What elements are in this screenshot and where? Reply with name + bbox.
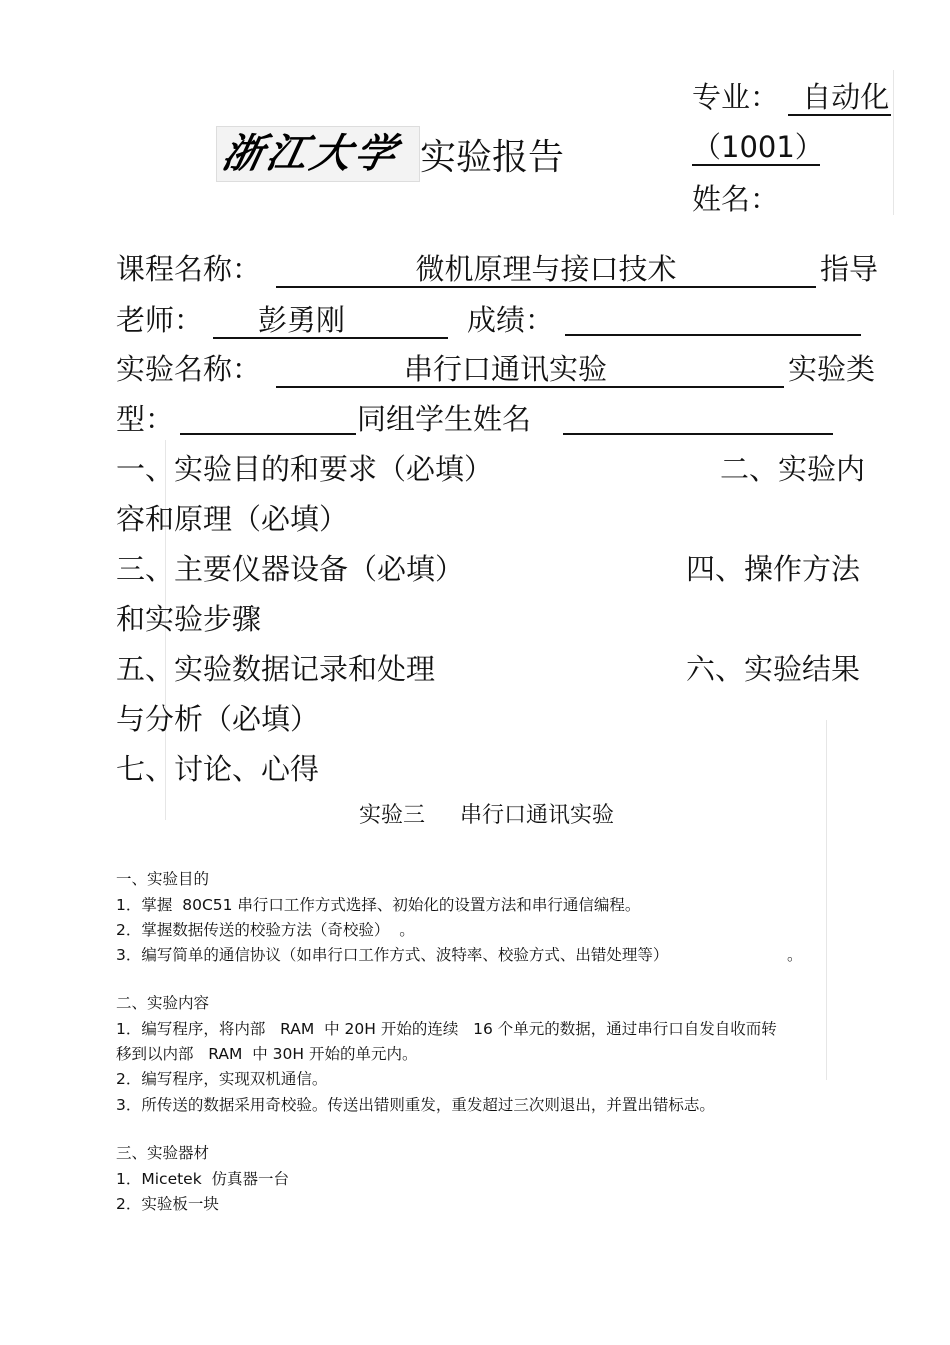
- section-6-part1: 六、实验结果: [686, 652, 861, 686]
- teacher-label-part2: 老师：: [116, 303, 204, 337]
- scan-line: [893, 70, 894, 215]
- section-3: 三、主要仪器设备（必填）: [116, 552, 465, 586]
- major-field: [692, 80, 891, 116]
- content-heading: 二、实验内容: [116, 994, 210, 1012]
- experiment-type-blank: [180, 433, 356, 435]
- equipment-item: 2．实验板一块: [116, 1195, 219, 1213]
- group-members-label: 同组学生姓名: [357, 402, 532, 436]
- group-members-blank: [563, 433, 833, 435]
- content-item: 3．所传送的数据采用奇校验。传送出错则重发，重发超过三次则退出，并置出错标志。: [116, 1096, 715, 1114]
- section-1: 一、实验目的和要求（必填）: [116, 452, 494, 486]
- grade-label: 成绩：: [467, 303, 555, 337]
- purpose-item-tail: 。: [787, 946, 803, 964]
- class-field: [692, 130, 824, 166]
- purpose-item: 3．编写简单的通信协议（如串行口工作方式、波特率、校验方式、出错处理等）: [116, 946, 669, 964]
- section-7: 七、讨论、心得: [116, 752, 320, 786]
- report-title: 实验报告: [420, 137, 565, 178]
- grade-blank: [565, 334, 861, 336]
- name-label: 姓名：: [692, 182, 780, 216]
- purpose-item: 1．掌握 80C51 串行口工作方式选择、初始化的设置方法和串行通信编程。: [116, 896, 641, 914]
- section-6-part2: 与分析（必填）: [116, 702, 320, 736]
- section-5: 五、实验数据记录和处理: [116, 652, 436, 686]
- university-logo-text: 浙江大学: [218, 130, 405, 177]
- section-4-part2: 和实验步骤: [116, 602, 262, 636]
- experiment-name-label: 实验名称：: [116, 352, 262, 386]
- teacher-value: 彭勇刚: [213, 303, 448, 339]
- experiment-name-value: 串行口通讯实验: [276, 352, 784, 388]
- university-logo: [216, 126, 420, 182]
- class-value: （1001）: [692, 130, 824, 164]
- content-item: 移到以内部 RAM 中 30H 开始的单元内。: [116, 1045, 418, 1063]
- equipment-item: 1．Micetek 仿真器一台: [116, 1170, 290, 1188]
- scan-line: [826, 720, 827, 1080]
- section-2-part1: 二、实验内: [720, 452, 866, 486]
- experiment-title: 实验三 串行口通讯实验: [359, 803, 614, 828]
- content-item: 1．编写程序，将内部 RAM 中 20H 开始的连续 16 个单元的数据，通过串行口自发自收而转: [116, 1020, 777, 1038]
- section-4-part1: 四、操作方法: [686, 552, 861, 586]
- course-label: 课程名称：: [116, 252, 262, 286]
- purpose-item: 2．掌握数据传送的校验方法（奇校验） 。: [116, 921, 415, 939]
- experiment-type-label-part2: 型：: [116, 402, 175, 436]
- teacher-label-part1: 指导: [820, 252, 879, 286]
- major-label: 专业：: [692, 80, 780, 114]
- major-value: 自动化: [788, 80, 891, 116]
- content-item: 2．编写程序，实现双机通信。: [116, 1070, 328, 1088]
- purpose-heading: 一、实验目的: [116, 870, 210, 888]
- equipment-heading: 三、实验器材: [116, 1144, 210, 1162]
- course-value: 微机原理与接口技术: [276, 252, 816, 288]
- experiment-type-label-part1: 实验类: [788, 352, 876, 386]
- section-2-part2: 容和原理（必填）: [116, 502, 349, 536]
